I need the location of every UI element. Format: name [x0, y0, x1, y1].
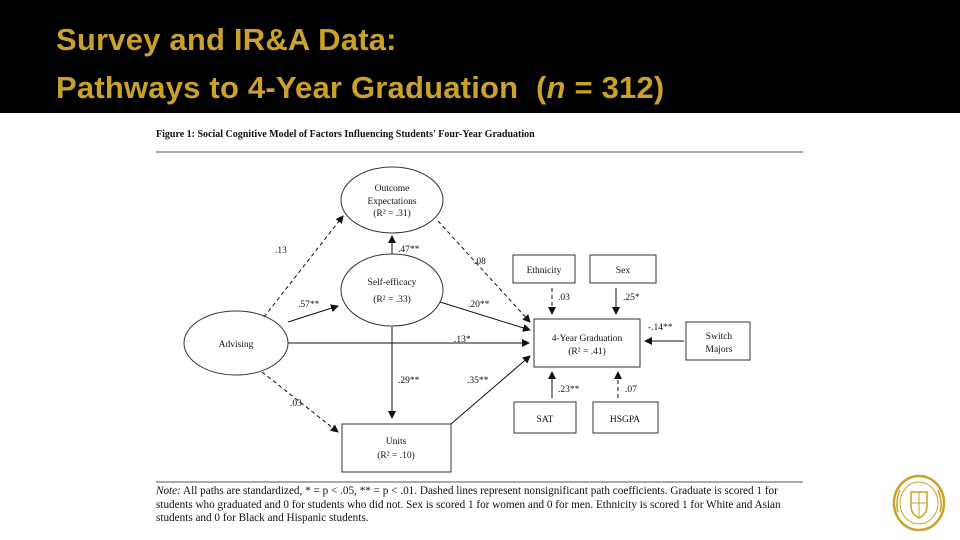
- coef-adv-grad: .13*: [454, 335, 471, 345]
- outcome-r2: (R² = .31): [373, 209, 411, 219]
- coef-self-units: .29**: [398, 376, 420, 386]
- advising-label: Advising: [218, 340, 254, 350]
- note-text: All paths are standardized, * = p < .05, ** = p < .01. Dashed lines represent nonsignificant path coefficients. Graduate is scored 1 for students who graduated and 0 for students who did not. Sex is scored 1 for women and 0 for men. Ethnicity is scored 1 for White and Asian students and 0 for Black and Hispanic students.: [156, 485, 781, 524]
- coef-outcome-grad: .08: [474, 257, 486, 267]
- units-label: Units: [385, 437, 407, 447]
- grad-r2: (R² = .41): [568, 347, 606, 357]
- figure-note: [156, 485, 806, 526]
- coef-sat-grad: .23**: [558, 385, 580, 395]
- node-self-efficacy: [341, 254, 443, 326]
- units-r2: (R² = .10): [377, 451, 415, 461]
- coef-units-grad: .35**: [467, 376, 489, 386]
- grad-label: 4-Year Graduation: [551, 334, 623, 344]
- title-n-value: = 312): [565, 70, 665, 105]
- node-units: [342, 424, 451, 472]
- university-seal-icon: [892, 474, 946, 532]
- coef-adv-self: .57**: [298, 300, 320, 310]
- coef-self-grad: .20**: [468, 300, 490, 310]
- coef-hsgpa-grad: .07: [625, 385, 637, 395]
- title-main: Pathways to 4-Year Graduation: [56, 70, 519, 105]
- coef-adv-units: .03: [290, 399, 302, 409]
- slide-title-line1: Survey and IR&A Data:: [56, 22, 397, 57]
- title-n: n: [546, 70, 566, 105]
- selfeff-label: Self-efficacy: [367, 278, 417, 288]
- coef-adv-outcome: .13: [275, 246, 287, 256]
- coef-self-outcome: .47**: [398, 245, 420, 255]
- hsgpa-label: HSGPA: [609, 415, 641, 425]
- sex-label: Sex: [615, 266, 631, 276]
- selfeff-r2: (R² = .33): [373, 295, 411, 305]
- figure-caption: Figure 1: Social Cognitive Model of Factors Influencing Students' Four-Year Graduation: [156, 129, 535, 140]
- coef-eth-grad: .03: [558, 293, 570, 303]
- outcome-label-2: Expectations: [367, 197, 417, 207]
- switch-label-1: Switch: [705, 332, 733, 342]
- coef-switch-grad: -.14**: [648, 323, 673, 333]
- coef-sex-grad: .25*: [623, 293, 640, 303]
- title-paren-open: (: [535, 70, 547, 105]
- note-label: Note:: [156, 485, 181, 497]
- switch-label-2: Majors: [705, 345, 733, 355]
- outcome-label-1: Outcome: [374, 184, 410, 194]
- ethnicity-label: Ethnicity: [526, 266, 562, 276]
- sat-label: SAT: [536, 415, 554, 425]
